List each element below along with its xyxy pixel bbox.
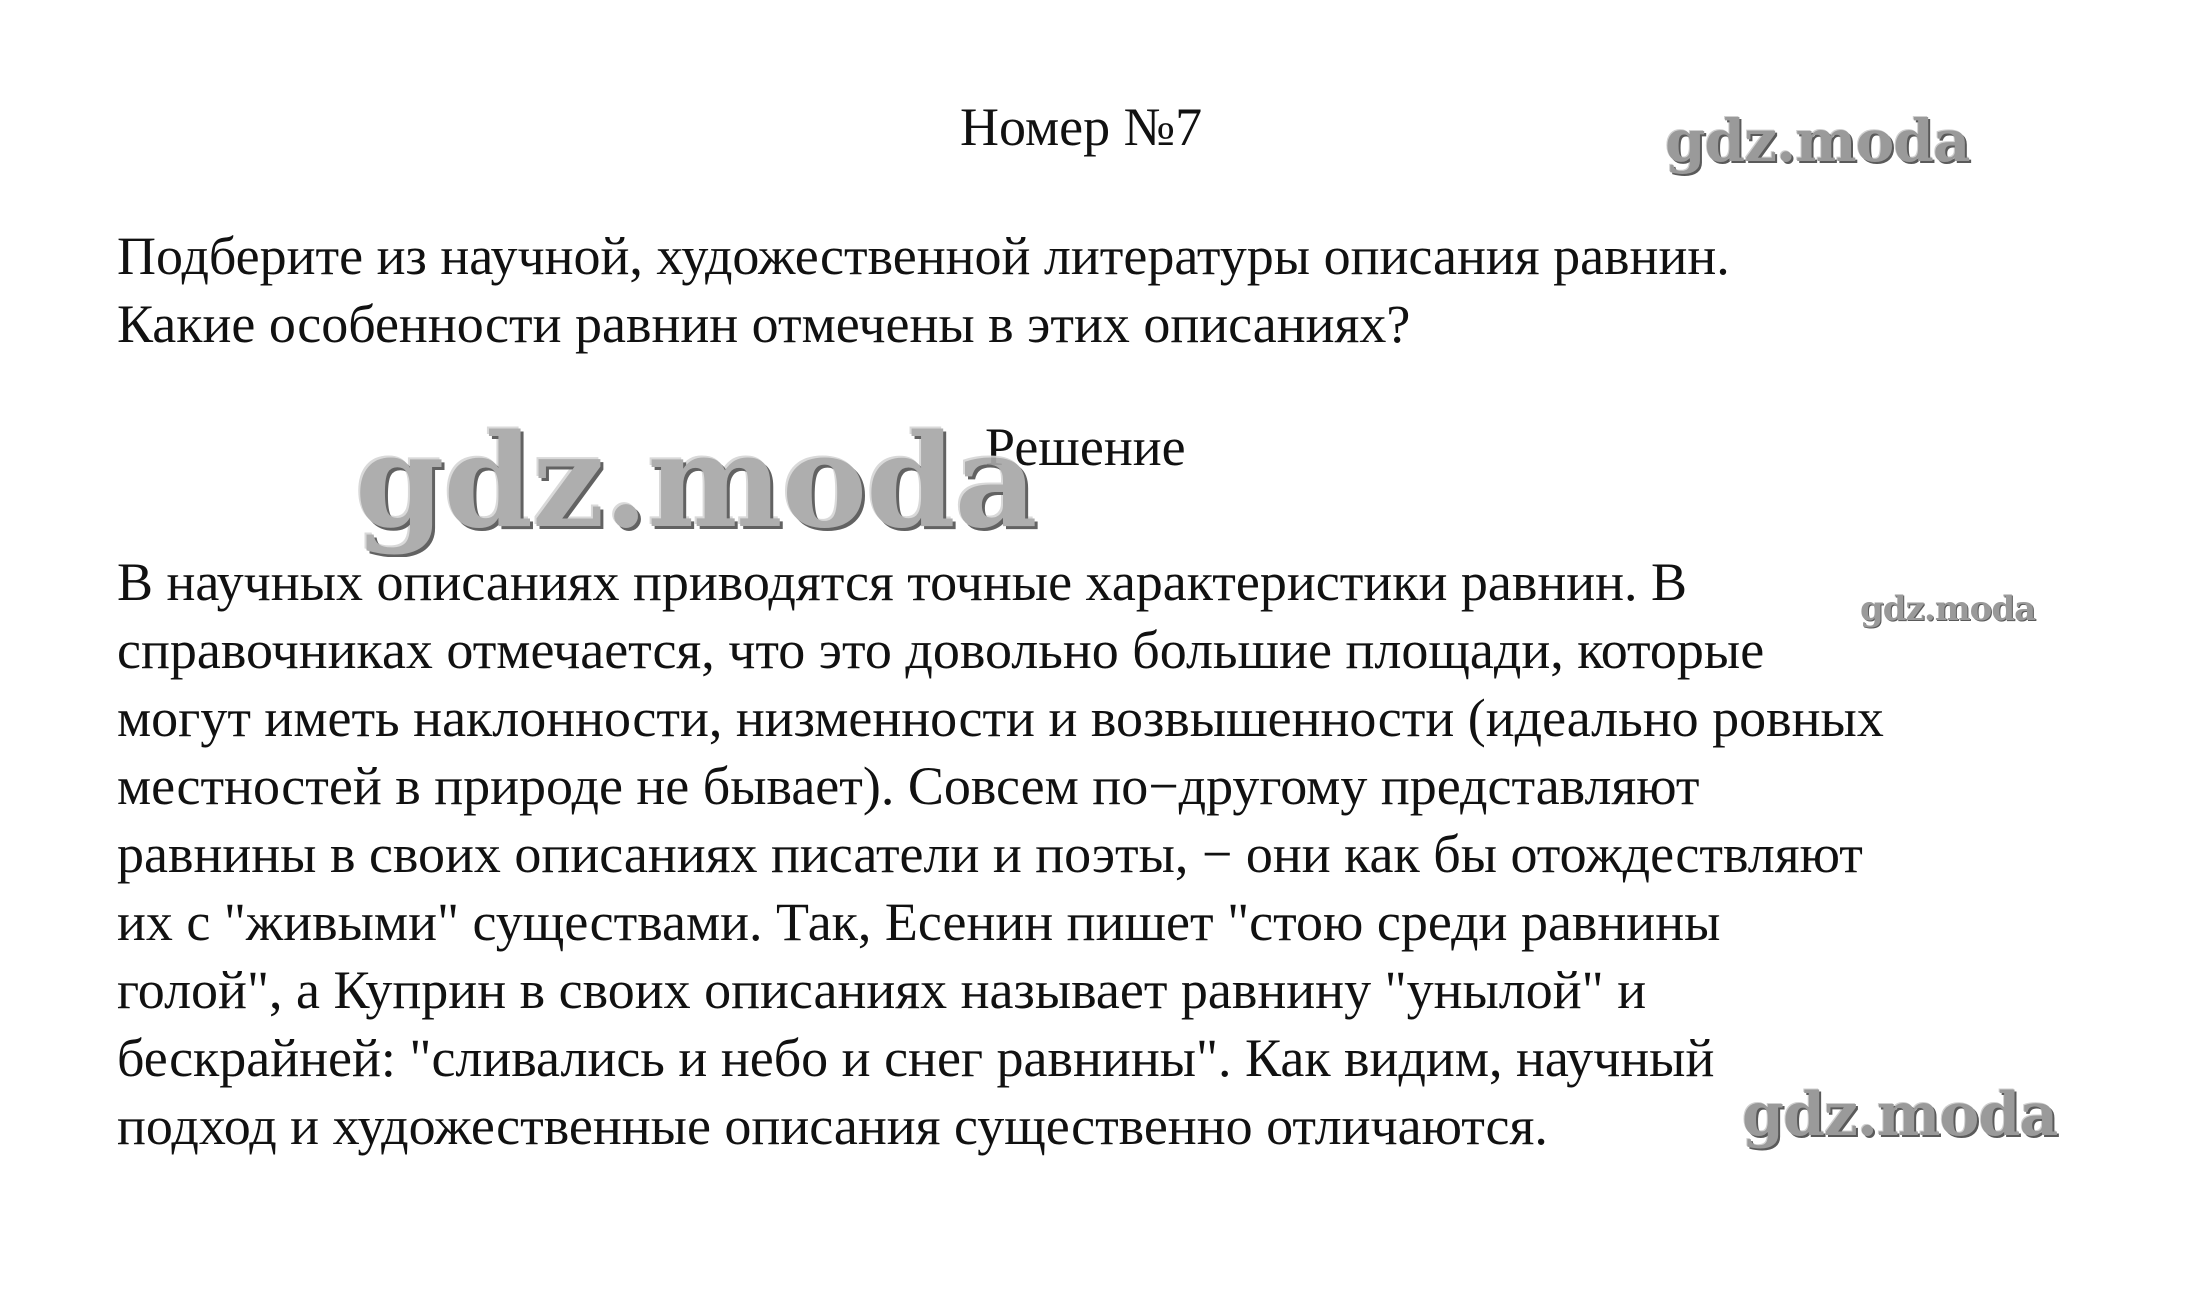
answer-line: подход и художественные описания существенно отличаются. — [117, 1096, 1548, 1156]
answer-line: их с "живыми" существами. Так, Есенин пишет "стою среди равнины — [117, 892, 1721, 952]
question-line: Подберите из научной, художественной литературы описания равнин. — [117, 226, 1730, 286]
watermark-logo: gdz.moda — [355, 407, 1037, 557]
answer-line: могут иметь наклонности, низменности и возвышенности (идеально ровных — [117, 688, 1884, 748]
answer-line: голой", а Куприн в своих описаниях называет равнину "унылой" и — [117, 960, 1647, 1020]
question-text — [117, 222, 2117, 358]
answer-line: бескрайней: "сливались и небо и снег равнины". Как видим, научный — [117, 1028, 1715, 1088]
watermark-logo: gdz.moda — [1860, 589, 2036, 629]
answer-text — [117, 548, 2167, 1160]
watermark-logo: gdz.moda — [1665, 107, 1970, 175]
watermark-logo: gdz.moda — [1742, 1080, 2058, 1150]
page-title: Номер №7 — [960, 97, 1203, 157]
question-line: Какие особенности равнин отмечены в этих описаниях? — [117, 294, 1411, 354]
solution-heading: Решение — [985, 417, 1186, 477]
answer-line: равнины в своих описаниях писатели и поэты, − они как бы отождествляют — [117, 824, 1863, 884]
answer-line: В научных описаниях приводятся точные характеристики равнин. В — [117, 552, 1688, 612]
answer-line: справочниках отмечается, что это довольно большие площади, которые — [117, 620, 1765, 680]
answer-line: местностей в природе не бывает). Совсем по−другому представляют — [117, 756, 1700, 816]
